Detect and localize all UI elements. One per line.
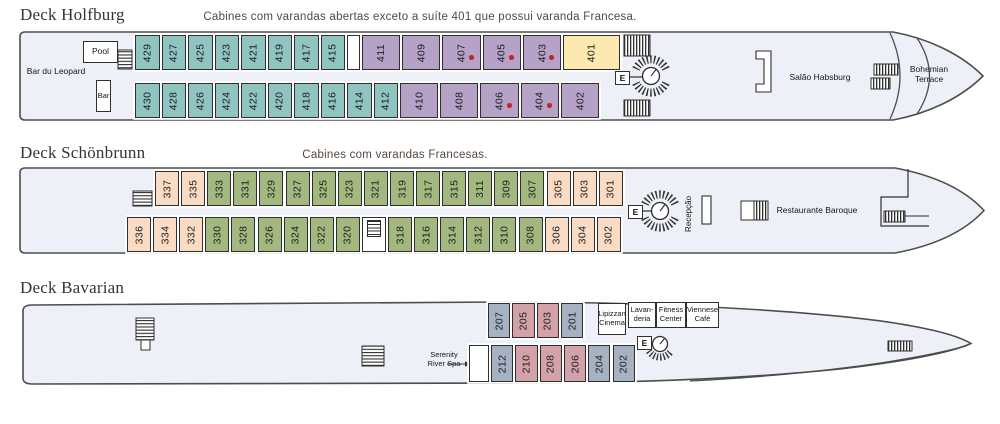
cabin-323 — [338, 171, 362, 206]
cabin-number: 418 — [300, 91, 313, 110]
bohemian-terrace-label: Bohemian Terrace — [909, 64, 949, 85]
cabin-number: 401 — [585, 43, 598, 62]
cabin-417 — [294, 35, 319, 70]
cabin-310 — [492, 217, 516, 252]
deck-title-schonbrunn: Deck Schönbrunn — [20, 143, 146, 162]
cabin-number: 323 — [343, 179, 356, 198]
cabin-number: 403 — [535, 43, 548, 62]
cabin-321 — [364, 171, 388, 206]
cabin-210 — [515, 345, 537, 382]
cabin-number: 206 — [569, 354, 582, 373]
deck-note-schonbrunn: Cabines com varandas Francesas. — [302, 149, 488, 161]
deck-title-bavarian: Deck Bavarian — [20, 278, 125, 297]
cabin-316 — [414, 217, 438, 252]
cabin-430 — [135, 83, 160, 118]
cabin-number: 337 — [161, 179, 174, 198]
cabin-number: 320 — [341, 225, 354, 244]
cabin-number: 410 — [413, 91, 426, 110]
cabin-410 — [400, 83, 438, 118]
cabin-303 — [573, 171, 597, 206]
salao-habsburg-label: Salão Habsburg — [789, 72, 851, 82]
reception-label: Recepção — [684, 195, 693, 233]
bar-box: Bar — [96, 80, 111, 112]
cabin-201 — [561, 303, 583, 338]
cabin-number: 428 — [167, 91, 180, 110]
cabin-number: 422 — [247, 91, 260, 110]
cabin-number: 306 — [550, 225, 563, 244]
stairs-slot — [362, 217, 386, 252]
cabin-number: 421 — [247, 43, 260, 62]
cabin-number: 308 — [524, 225, 537, 244]
cabin-number: 321 — [369, 179, 382, 198]
elevator-marker: E — [615, 71, 630, 85]
cabin-421 — [241, 35, 266, 70]
cabin-number: 415 — [326, 43, 339, 62]
suite-dot — [547, 103, 552, 108]
cabin-332 — [179, 217, 203, 252]
cabin-423 — [215, 35, 240, 70]
cabin-311 — [468, 171, 492, 206]
cabin-number: 204 — [593, 354, 606, 373]
cabin-number: 429 — [141, 43, 154, 62]
cabin-416 — [321, 83, 346, 118]
cabin-415 — [321, 35, 346, 70]
cabin-number: 332 — [185, 225, 198, 244]
cabin-number: 404 — [533, 91, 546, 110]
lipizzan-cinema-box: Lipizzan Cinema — [598, 303, 626, 335]
cabin-408 — [440, 83, 478, 118]
cabin-306 — [545, 217, 569, 252]
cabin-number: 319 — [395, 179, 408, 198]
cabin-number: 318 — [394, 225, 407, 244]
cabin-number: 316 — [420, 225, 433, 244]
cabin-number: 304 — [576, 225, 589, 244]
cabin-number: 208 — [544, 354, 557, 373]
cabin-number: 312 — [472, 225, 485, 244]
cabin-315 — [442, 171, 466, 206]
cabin-307 — [520, 171, 544, 206]
cabin-401 — [563, 35, 620, 70]
cabin-number: 307 — [526, 179, 539, 198]
cabin-406 — [480, 83, 518, 118]
cabin-302 — [597, 217, 621, 252]
suite-dot — [509, 55, 514, 60]
cabin-420 — [268, 83, 293, 118]
cabin-number: 336 — [133, 225, 146, 244]
cabin-429 — [135, 35, 160, 70]
cabin-308 — [519, 217, 543, 252]
cabin-208 — [540, 345, 562, 382]
laundry-box: Lavan-deria — [628, 302, 656, 328]
cabin-number: 301 — [604, 179, 617, 198]
cabin-418 — [294, 83, 319, 118]
cabin-326 — [258, 217, 282, 252]
cabin-405 — [483, 35, 521, 70]
cabin-202 — [613, 345, 635, 382]
cabin-318 — [388, 217, 412, 252]
cabin-411 — [362, 35, 400, 70]
cabin-number: 412 — [379, 91, 392, 110]
cabin-number: 324 — [289, 225, 302, 244]
cabin-number: 210 — [520, 354, 533, 373]
viennese-cafe-box: Viennese Café — [686, 302, 719, 328]
cabin-205 — [512, 303, 534, 338]
cabin-number: 315 — [448, 179, 461, 198]
cabin-number: 314 — [446, 225, 459, 244]
cabin-336 — [127, 217, 151, 252]
pool-box: Pool — [83, 41, 118, 63]
cabin-number: 330 — [211, 225, 224, 244]
suite-dot — [469, 55, 474, 60]
bar-du-leopard-label: Bar du Leopard — [26, 66, 86, 76]
cabin-305 — [547, 171, 571, 206]
cabin-212 — [491, 345, 513, 382]
cabin-335 — [181, 171, 205, 206]
cabin-number: 427 — [167, 43, 180, 62]
cabin-number: 212 — [496, 354, 509, 373]
cabin-number: 303 — [578, 179, 591, 198]
cabin-414 — [347, 83, 372, 118]
cabin-number: 424 — [220, 91, 233, 110]
cabin-403 — [523, 35, 561, 70]
cabin-424 — [215, 83, 240, 118]
cabin-number: 416 — [326, 91, 339, 110]
cabin-number: 411 — [375, 43, 388, 62]
cabin-309 — [494, 171, 518, 206]
cabin-337 — [155, 171, 179, 206]
cabin-312 — [466, 217, 490, 252]
cabin-number: 322 — [315, 225, 328, 244]
cabin-number: 203 — [541, 311, 554, 330]
cabin-203 — [537, 303, 559, 338]
cabin-206 — [564, 345, 586, 382]
cabin-number: 419 — [273, 43, 286, 62]
cabin-419 — [268, 35, 293, 70]
cabin-number: 207 — [493, 311, 506, 330]
cabin-number: 331 — [239, 179, 252, 198]
elevator-marker: E — [628, 205, 643, 219]
cabin-325 — [312, 171, 336, 206]
cabin-number: 414 — [353, 91, 366, 110]
cabin-204 — [588, 345, 610, 382]
cabin-number: 302 — [602, 225, 615, 244]
elevator-marker: E — [637, 336, 652, 350]
cabin-207 — [488, 303, 510, 338]
cabin-319 — [390, 171, 414, 206]
cabin-407 — [442, 35, 480, 70]
fitness-center-box: Fitness Center — [656, 302, 686, 328]
cabin-324 — [284, 217, 308, 252]
cabin-330 — [205, 217, 229, 252]
cabin-320 — [336, 217, 360, 252]
cabin-334 — [153, 217, 177, 252]
cabin-412 — [374, 83, 399, 118]
serenity-river-spa-label: Serenity River Spa — [427, 350, 461, 368]
cabin-number: 425 — [194, 43, 207, 62]
cabin-number: 423 — [220, 43, 233, 62]
cabin-322 — [310, 217, 334, 252]
cabin-number: 405 — [495, 43, 508, 62]
cabin-number: 335 — [187, 179, 200, 198]
cabin-number: 409 — [415, 43, 428, 62]
cabin-number: 205 — [517, 311, 530, 330]
cabin-number: 402 — [573, 91, 586, 110]
deck-title-holfburg: Deck Holfburg — [20, 5, 125, 24]
cabin-428 — [162, 83, 187, 118]
suite-dot — [549, 55, 554, 60]
cabin-328 — [231, 217, 255, 252]
gap-slot — [347, 35, 360, 70]
cabin-number: 417 — [300, 43, 313, 62]
cabin-number: 406 — [493, 91, 506, 110]
cabin-number: 334 — [159, 225, 172, 244]
cabin-number: 408 — [453, 91, 466, 110]
cabin-number: 407 — [455, 43, 468, 62]
cabin-number: 202 — [617, 354, 630, 373]
cabin-301 — [599, 171, 623, 206]
cabin-427 — [162, 35, 187, 70]
cabin-329 — [259, 171, 283, 206]
cabin-number: 201 — [566, 311, 579, 330]
deck-note-holfburg: Cabines com varandas abertas exceto a suíte 401 que possui varanda Francesa. — [203, 11, 637, 23]
cabin-number: 426 — [194, 91, 207, 110]
cabin-number: 420 — [273, 91, 286, 110]
cabin-number: 309 — [500, 179, 513, 198]
cabin-number: 329 — [265, 179, 278, 198]
cabin-425 — [188, 35, 213, 70]
cabin-number: 328 — [237, 225, 250, 244]
cabin-number: 333 — [213, 179, 226, 198]
cabin-333 — [207, 171, 231, 206]
cabin-number: 326 — [263, 225, 276, 244]
spa-slot — [469, 345, 489, 382]
cabin-402 — [561, 83, 599, 118]
cabin-314 — [440, 217, 464, 252]
cabin-404 — [521, 83, 559, 118]
cabin-number: 327 — [291, 179, 304, 198]
cabin-422 — [241, 83, 266, 118]
cabin-number: 311 — [474, 179, 487, 198]
cabin-number: 310 — [498, 225, 511, 244]
cabin-304 — [571, 217, 595, 252]
restaurante-baroque-label: Restaurante Baroque — [776, 205, 858, 215]
cabin-331 — [233, 171, 257, 206]
cabin-number: 317 — [422, 179, 435, 198]
cabin-317 — [416, 171, 440, 206]
cabin-number: 305 — [552, 179, 565, 198]
cabin-number: 430 — [141, 91, 154, 110]
cabin-426 — [188, 83, 213, 118]
stairs-icon — [367, 220, 381, 237]
cabin-409 — [402, 35, 440, 70]
cabin-327 — [286, 171, 310, 206]
cabin-number: 325 — [317, 179, 330, 198]
suite-dot — [507, 103, 512, 108]
